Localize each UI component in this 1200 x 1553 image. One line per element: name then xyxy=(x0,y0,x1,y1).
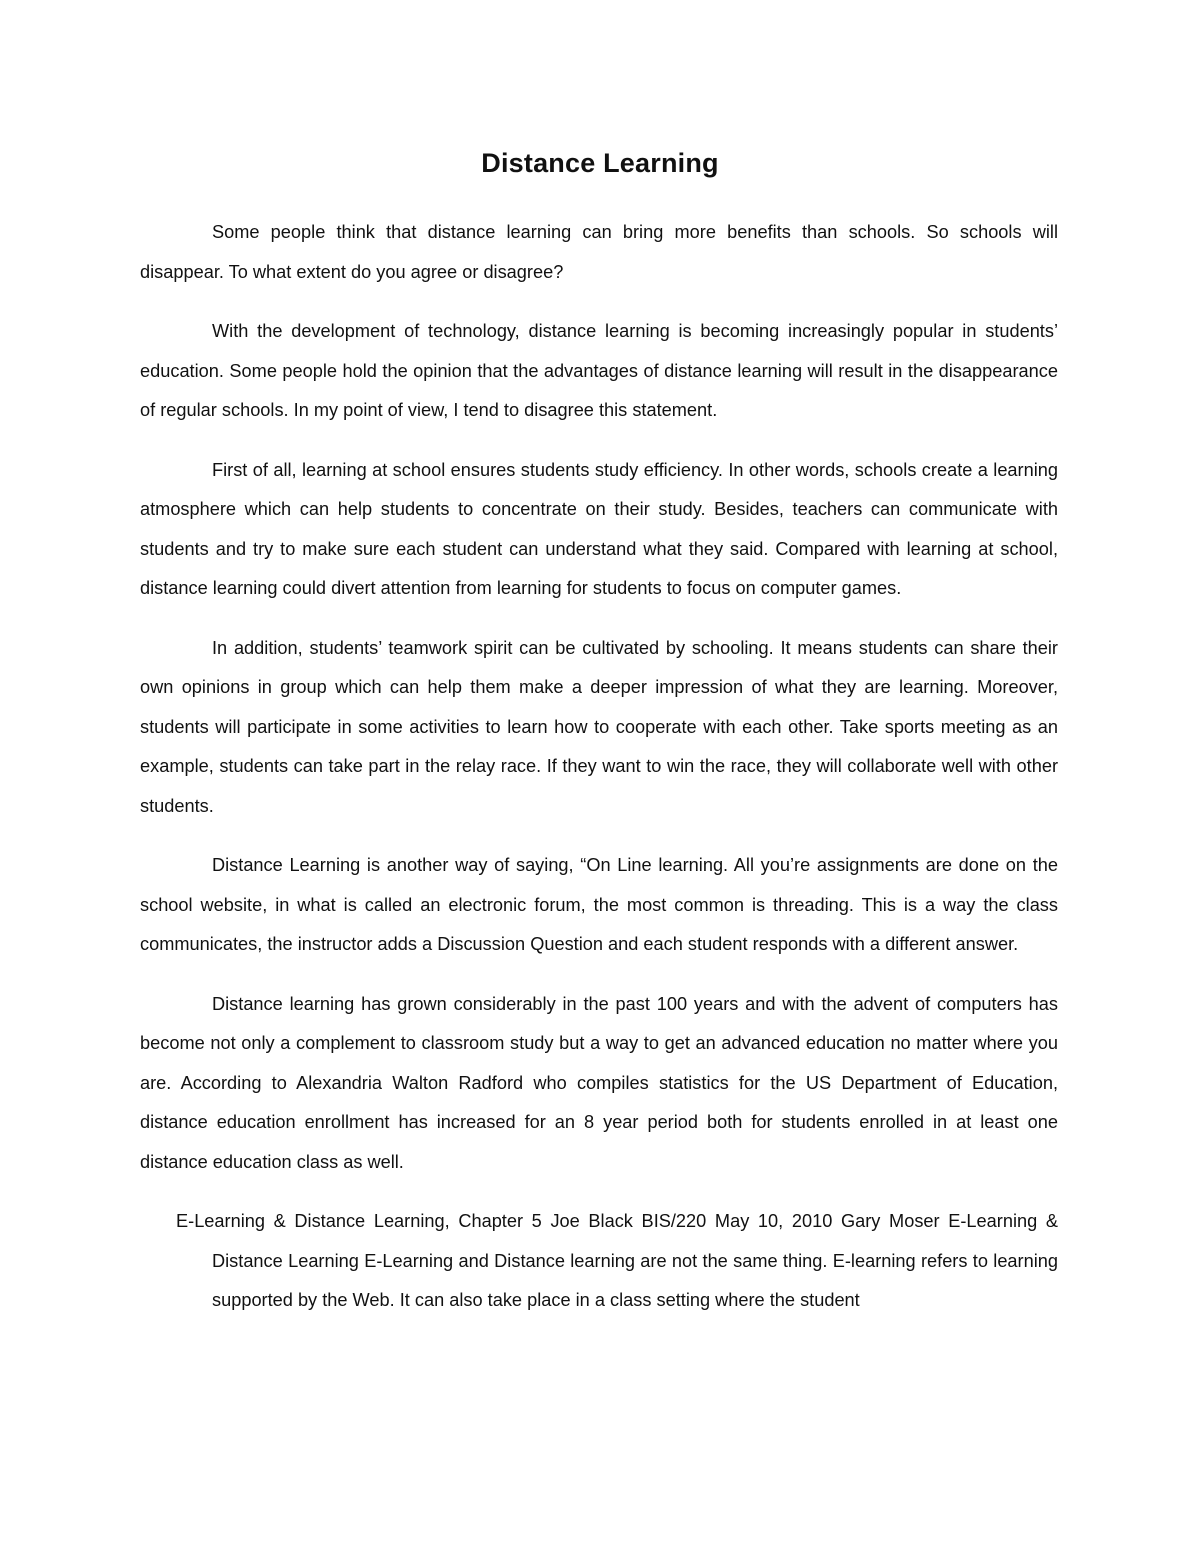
body-paragraph-teamwork: In addition, students’ teamwork spirit can be cultivated by schooling. It means students can share their own opinions in group which can help them make a deeper impression of what they are learning. Moreover, students will participate in some activities to learn how to cooperate with each other. Take sports meeting as an example, students can take part in the relay race. If they want to win the race, they will collaborate well with other students. xyxy=(140,637,1058,816)
body-paragraph-growth: Distance learning has grown considerably in the past 100 years and with the advent of computers has become not only a complement to classroom study but a way to get an advanced education no matter where you are. According to Alexandria Walton Radford who compiles statistics for the US Department of Education, distance education enrollment has increased for an 8 year period both for students enrolled in at least one distance education class as well. xyxy=(140,993,1058,1172)
body-paragraph-study-efficiency: First of all, learning at school ensures students study efficiency. In other words, schools create a learning atmosphere which can help students to concentrate on their study. Besides, teachers can communicate with students and try to make sure each student can understand what they said. Compared with learning at school, distance learning could divert attention from learning for students to focus on computer games. xyxy=(140,459,1058,598)
introduction-paragraph: With the development of technology, distance learning is becoming increasingly popular in students’ education. Some people hold the opinion that the advantages of distance learning will result in the disappearance of regular schools. In my point of view, I tend to disagree this statement. xyxy=(140,321,1058,420)
document-title: Distance Learning xyxy=(481,148,719,178)
prompt-paragraph: Some people think that distance learning can bring more benefits than schools. So schools will disappear. To what extent do you agree or disagree? xyxy=(140,222,1058,282)
reference-entry: E-Learning & Distance Learning, Chapter 5 Joe Black BIS/220 May 10, 2010 Gary Moser E-Learning & Distance Learning E-Learning and Distance learning are not the same thing. E-learning refers to learning supported by the Web. It can also take place in a class setting where the student xyxy=(176,1211,1058,1310)
document-body xyxy=(140,213,1058,1321)
body-paragraph-online-learning: Distance Learning is another way of saying, “On Line learning. All you’re assignments are done on the school website, in what is called an electronic forum, the most common is threading. This is a way the class communicates, the instructor adds a Discussion Question and each student responds with a different answer. xyxy=(140,855,1058,954)
